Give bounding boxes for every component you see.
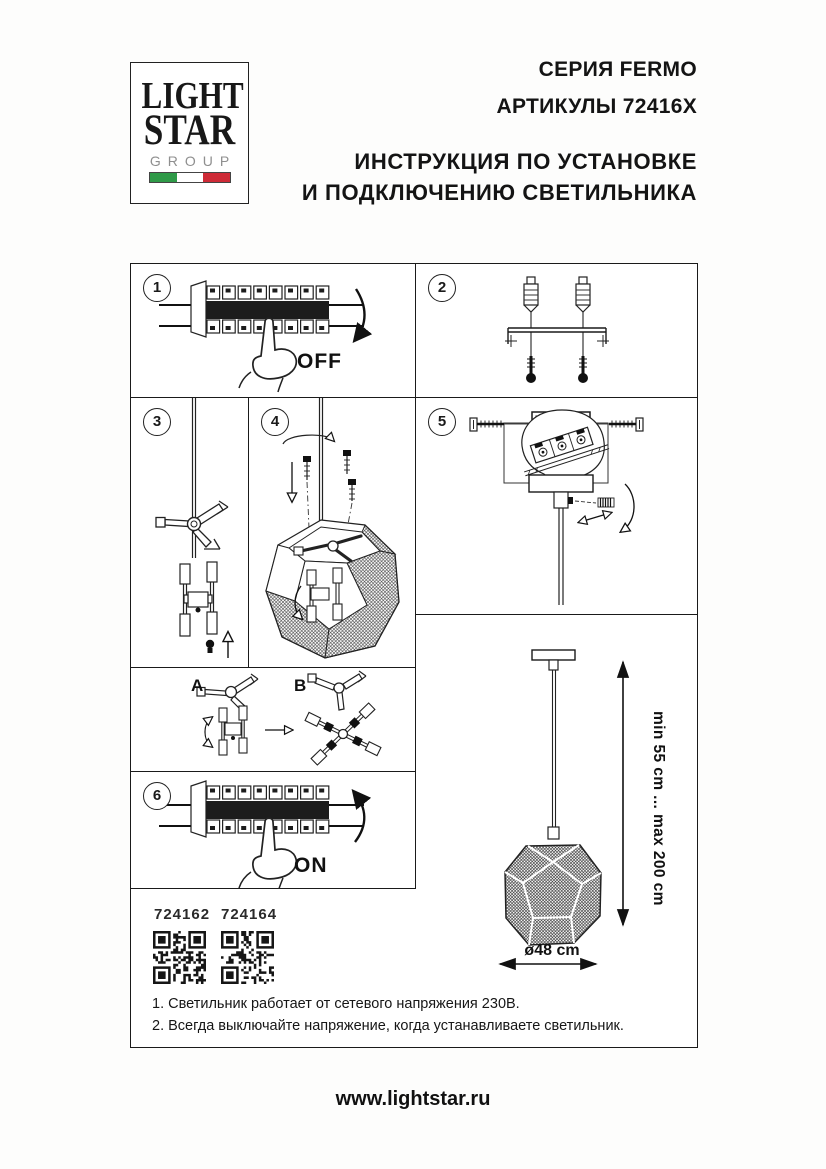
qr-code-icon: [153, 931, 206, 984]
logo-word-group: GROUP: [149, 153, 237, 169]
italian-flag-icon: [149, 172, 231, 183]
series-title: СЕРИЯ FERMO: [538, 58, 697, 81]
step4-number: 4: [261, 408, 289, 436]
step5-panel: [416, 398, 697, 615]
shade-mounting-drawing: [249, 398, 416, 668]
circuit-breaker-off-drawing: [131, 264, 416, 398]
instruction-title-line1: ИНСТРУКЦИЯ ПО УСТАНОВКЕ: [354, 149, 697, 174]
header: [300, 58, 697, 208]
position-b-label: B: [294, 676, 307, 695]
step1-panel: [131, 264, 416, 398]
on-label: ON: [294, 854, 328, 877]
flag-white: [177, 173, 204, 182]
note-2: 2. Всегда выключайте напряжение, когда устанавливаете светильник.: [152, 1018, 624, 1034]
flag-green: [150, 173, 177, 182]
logo-word-light: LIGHT: [141, 75, 244, 117]
step5-number: 5: [428, 408, 456, 436]
step6-number: 6: [143, 782, 171, 810]
safety-notes: [152, 993, 692, 1037]
lightstar-logo: [130, 62, 249, 204]
step4-panel: [249, 398, 416, 668]
article-number-724162: 724162: [154, 906, 211, 923]
spider-assembly-drawing: [131, 398, 249, 668]
step6-panel: [131, 772, 416, 889]
mounting-hardware-drawing: [416, 264, 697, 398]
website-url: www.lightstar.ru: [335, 1088, 491, 1110]
step3-number: 3: [143, 408, 171, 436]
note-1: 1. Светильник работает от сетевого напряжения 230В.: [152, 996, 520, 1012]
step3-panel: [131, 398, 249, 668]
holder-positions-drawing: [131, 668, 416, 772]
step2-panel: [416, 264, 697, 398]
diameter-dimension: ø48 cm: [524, 942, 580, 959]
qr-code-icon: [221, 931, 274, 984]
position-a-label: A: [191, 676, 204, 695]
suspension-height-dimension: min 55 cm ... max 200 cm: [650, 711, 667, 906]
pendant-overview-panel: [416, 615, 697, 1047]
off-label: OFF: [297, 350, 342, 373]
step1-number: 1: [143, 274, 171, 302]
instruction-title-line2: И ПОДКЛЮЧЕНИЮ СВЕТИЛЬНИКА: [301, 180, 697, 205]
article-number-724164: 724164: [221, 906, 278, 923]
circuit-breaker-on-drawing: [131, 772, 416, 889]
logo-word-star: STAR: [143, 107, 236, 154]
flag-red: [203, 173, 230, 182]
instruction-grid: [130, 263, 698, 1048]
step2-number: 2: [428, 274, 456, 302]
canopy-fixing-drawing: [416, 398, 697, 615]
holder-positions-panel: [131, 668, 416, 772]
articles-title: АРТИКУЛЫ 72416X: [496, 95, 697, 118]
